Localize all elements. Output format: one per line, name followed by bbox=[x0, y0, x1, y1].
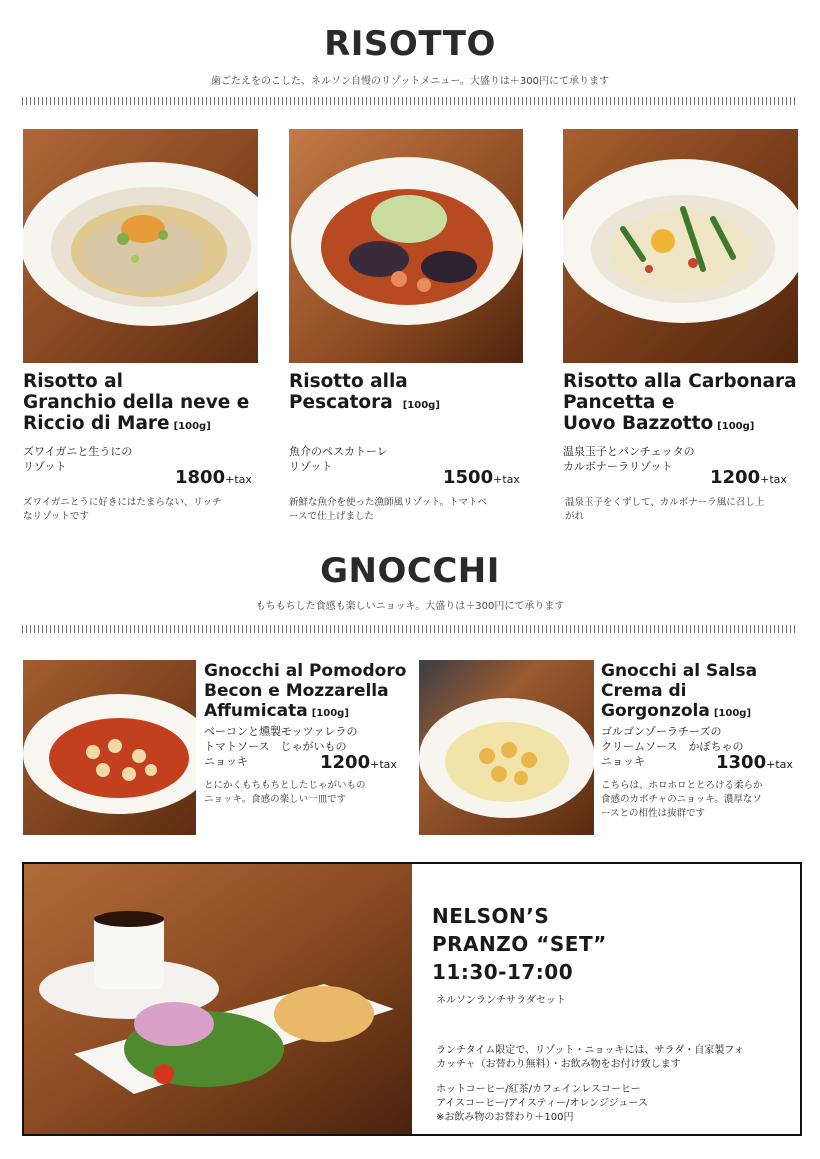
risotto-pescatora-name: Risotto alla Pescatora [100g] bbox=[289, 371, 440, 413]
lunch-set-box bbox=[22, 862, 802, 1136]
gnocchi-pomodoro-name: Gnocchi al Pomodoro Becon e Mozzarella Affumicata [100g] bbox=[204, 661, 407, 721]
lunch-set-drinks: ホットコーヒー/紅茶/カフェインレスコーヒー アイスコーヒー/アイスティー/オレンジジュース ※お飲み物のお替わり＋100円 bbox=[436, 1084, 648, 1123]
gnocchi-pomodoro-description: とにかくもちもちとしたじゃがいもの ニョッキ。食感の楽しい一皿です bbox=[204, 780, 366, 805]
gnocchi-pomodoro-jp-name: ベーコンと燻製モッツァレラの トマトソース じゃがいもの ニョッキ bbox=[204, 725, 358, 768]
gnocchi-section-subtitle: もちもちした食感も楽しいニョッキ。大盛りは＋300円にて承ります bbox=[255, 601, 565, 612]
risotto-carbonara-price: 1200+tax bbox=[710, 467, 787, 488]
lunch-set-photo bbox=[24, 864, 412, 1134]
risotto-section-title: RISOTTO bbox=[324, 24, 496, 64]
risotto-granchio-price: 1800+tax bbox=[175, 467, 252, 488]
gnocchi-gorgonzola-description: こちらは、ホロホロととろける柔らか 食感のカボチャのニョッキ。濃厚なソ ースとの相性は抜群です bbox=[601, 780, 763, 819]
gnocchi-gorgonzola-name: Gnocchi al Salsa Crema di Gorgonzola [100g] bbox=[601, 661, 758, 721]
lunch-set-description: ランチタイム限定で、リゾット・ニョッキには、サラダ・自家製フォ カッチャ（お替わり無料）・お飲み物をお付け致します bbox=[436, 1045, 744, 1070]
risotto-granchio-description: ズワイガニとうに好きにはたまらない、リッチ なリゾットです bbox=[23, 497, 222, 522]
risotto-carbonara-name: Risotto alla Carbonara Pancetta e Uovo Bazzotto [100g] bbox=[563, 371, 797, 434]
risotto-pescatora-price: 1500+tax bbox=[443, 467, 520, 488]
gnocchi-pomodoro-price: 1200+tax bbox=[320, 752, 397, 773]
gnocchi-gorgonzola-price: 1300+tax bbox=[716, 752, 793, 773]
risotto-granchio-size: [100g] bbox=[173, 421, 211, 432]
lunch-set-subtitle: ネルソンランチサラダセット bbox=[436, 995, 566, 1006]
risotto-carbonara-photo bbox=[563, 129, 798, 363]
risotto-section-subtitle: 歯ごたえをのこした、ネルソン自慢のリゾットメニュー。大盛りは＋300円にて承ります bbox=[211, 76, 609, 87]
risotto-pescatora-description: 新鮮な魚介を使った漁師風リゾット。トマトベ ースで仕上げました bbox=[289, 497, 488, 522]
gnocchi-pomodoro-photo bbox=[23, 660, 196, 835]
gnocchi-gorgonzola-jp-name: ゴルゴンゾーラチーズの クリームソース かぼちゃの ニョッキ bbox=[601, 725, 744, 768]
gnocchi-divider bbox=[22, 625, 798, 633]
lunch-set-title: NELSON’S PRANZO “SET” 11:30-17:00 bbox=[432, 904, 607, 984]
gnocchi-pomodoro-size: [100g] bbox=[311, 708, 349, 719]
risotto-pescatora-size: [100g] bbox=[402, 400, 440, 411]
risotto-carbonara-description: 温泉玉子をくずして、カルボナーラ風に召し上 がれ bbox=[565, 497, 765, 522]
risotto-granchio-jp-name: ズワイガニと生うにの リゾット bbox=[23, 445, 133, 473]
gnocchi-section-title: GNOCCHI bbox=[320, 551, 500, 591]
risotto-granchio-name: Risotto al Granchio della neve e Riccio di Mare [100g] bbox=[23, 371, 250, 434]
risotto-pescatora-jp-name: 魚介のペスカトーレ リゾット bbox=[289, 445, 388, 473]
risotto-divider bbox=[22, 97, 798, 105]
risotto-carbonara-jp-name: 温泉玉子とパンチェッタの カルボナーラリゾット bbox=[563, 445, 695, 473]
gnocchi-gorgonzola-photo bbox=[419, 660, 594, 835]
risotto-carbonara-size: [100g] bbox=[717, 421, 755, 432]
risotto-pescatora-photo bbox=[289, 129, 523, 363]
gnocchi-gorgonzola-size: [100g] bbox=[713, 708, 752, 719]
risotto-granchio-photo bbox=[23, 129, 258, 363]
